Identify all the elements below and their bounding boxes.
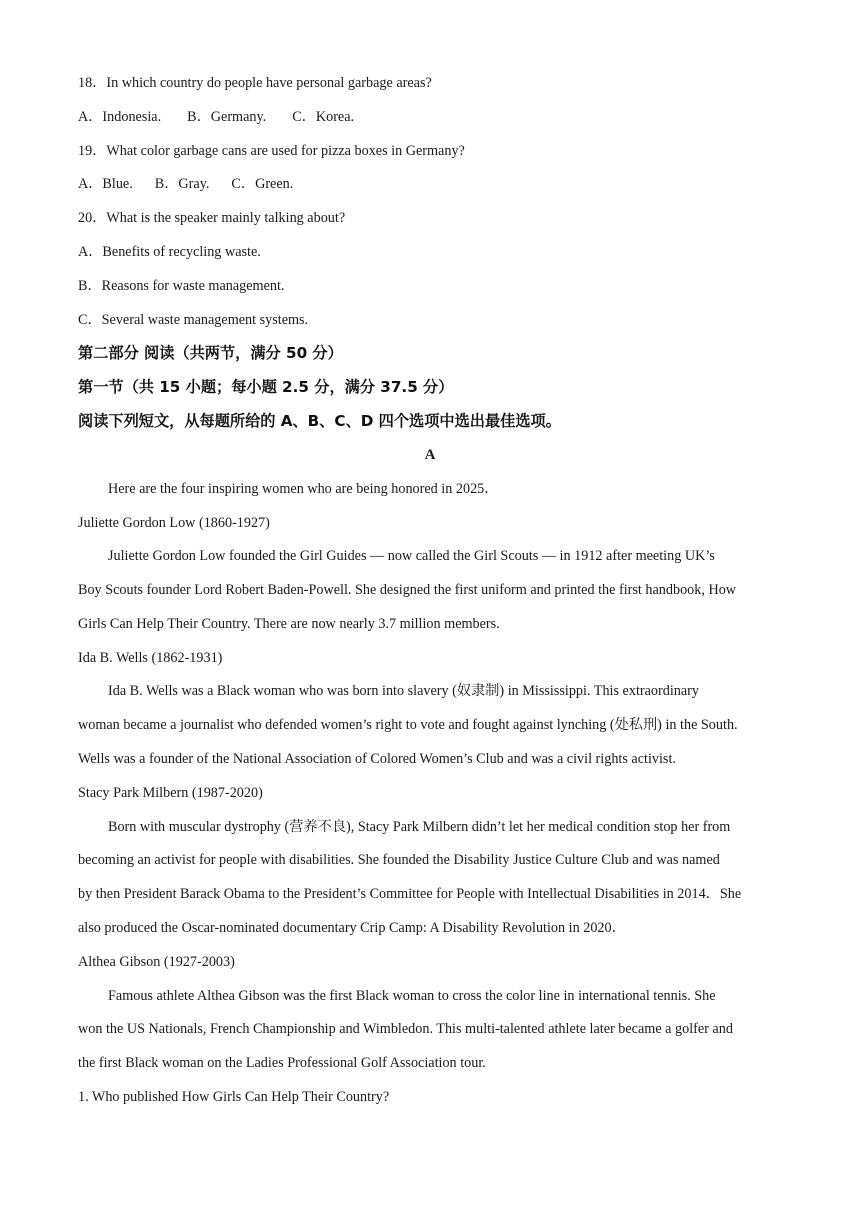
passage-intro: Here are the four inspiring women who are being honored in 2025． [108, 481, 499, 497]
person-heading: Juliette Gordon Low (1860-1927) [78, 515, 270, 531]
paragraph-line: also produced the Oscar-nominated documentary Crip Camp: A Disability Revolution in 2020． [78, 920, 626, 936]
person-heading: Althea Gibson (1927-2003) [78, 954, 235, 970]
person-heading: Stacy Park Milbern (1987-2020) [78, 785, 263, 801]
question-18-stem: 18．In which country do people have personal garbage areas? [78, 75, 432, 91]
option-a: A．Blue. [78, 176, 133, 192]
option-a: A．Indonesia. [78, 109, 162, 125]
passage-label: A [424, 447, 436, 463]
section-instruction: 阅读下列短文，从每题所给的 A、B、C、D 四个选项中选出最佳选项。 [78, 412, 561, 430]
paragraph-line: woman became a journalist who defended women’s right to vote and fought against lynching (处私刑) in the South. [78, 717, 738, 733]
option-c: C．Green. [231, 176, 294, 192]
option-b: B．Gray. [154, 176, 210, 192]
paragraph-line: Girls Can Help Their Country. There are now nearly 3.7 million members. [78, 616, 500, 632]
paragraph-line: Famous athlete Althea Gibson was the first Black woman to cross the color line in international tennis. She [108, 988, 716, 1004]
part-title: 第二部分 阅读（共两节，满分 50 分） [78, 344, 343, 362]
question-20-option-c: C．Several waste management systems. [78, 312, 309, 328]
question-19-stem: 19．What color garbage cans are used for pizza boxes in Germany? [78, 143, 465, 159]
question-20-option-a: A．Benefits of recycling waste. [78, 244, 261, 260]
question-20-option-b: B．Reasons for waste management. [78, 278, 285, 294]
question-1-stem: 1. Who published How Girls Can Help Their Country? [78, 1089, 390, 1105]
paragraph-line: Juliette Gordon Low founded the Girl Guides — now called the Girl Scouts — in 1912 after meeting UK’s [108, 548, 715, 564]
paragraph-line: the first Black woman on the Ladies Professional Golf Association tour. [78, 1055, 486, 1071]
paragraph-line: Boy Scouts founder Lord Robert Baden-Powell. She designed the first uniform and printed the first handbook, How [78, 582, 737, 598]
option-c: C．Korea. [292, 109, 355, 125]
paragraph-line: by then President Barack Obama to the President’s Committee for People with Intellectual Disabilities in 2014．She [78, 886, 742, 902]
question-18-options [78, 108, 800, 126]
paragraph-line: becoming an activist for people with disabilities. She founded the Disability Justice Culture Club and was named [78, 852, 720, 868]
option-b: B．Germany. [187, 109, 267, 125]
subsection-title: 第一节（共 15 小题；每小题 2.5 分，满分 37.5 分） [78, 378, 454, 396]
person-heading: Ida B. Wells (1862-1931) [78, 650, 223, 666]
question-20-stem: 20．What is the speaker mainly talking about? [78, 210, 346, 226]
question-19-options [78, 175, 800, 193]
paragraph-line: Ida B. Wells was a Black woman who was born into slavery (奴隶制) in Mississippi. This extraordinary [108, 683, 699, 699]
paragraph-line: Wells was a founder of the National Association of Colored Women’s Club and was a civil rights activist. [78, 751, 676, 767]
paragraph-line: Born with muscular dystrophy (营养不良), Stacy Park Milbern didn’t let her medical condition stop her from [108, 819, 731, 835]
paragraph-line: won the US Nationals, French Championship and Wimbledon. This multi-talented athlete later became a golfer and [78, 1021, 733, 1037]
